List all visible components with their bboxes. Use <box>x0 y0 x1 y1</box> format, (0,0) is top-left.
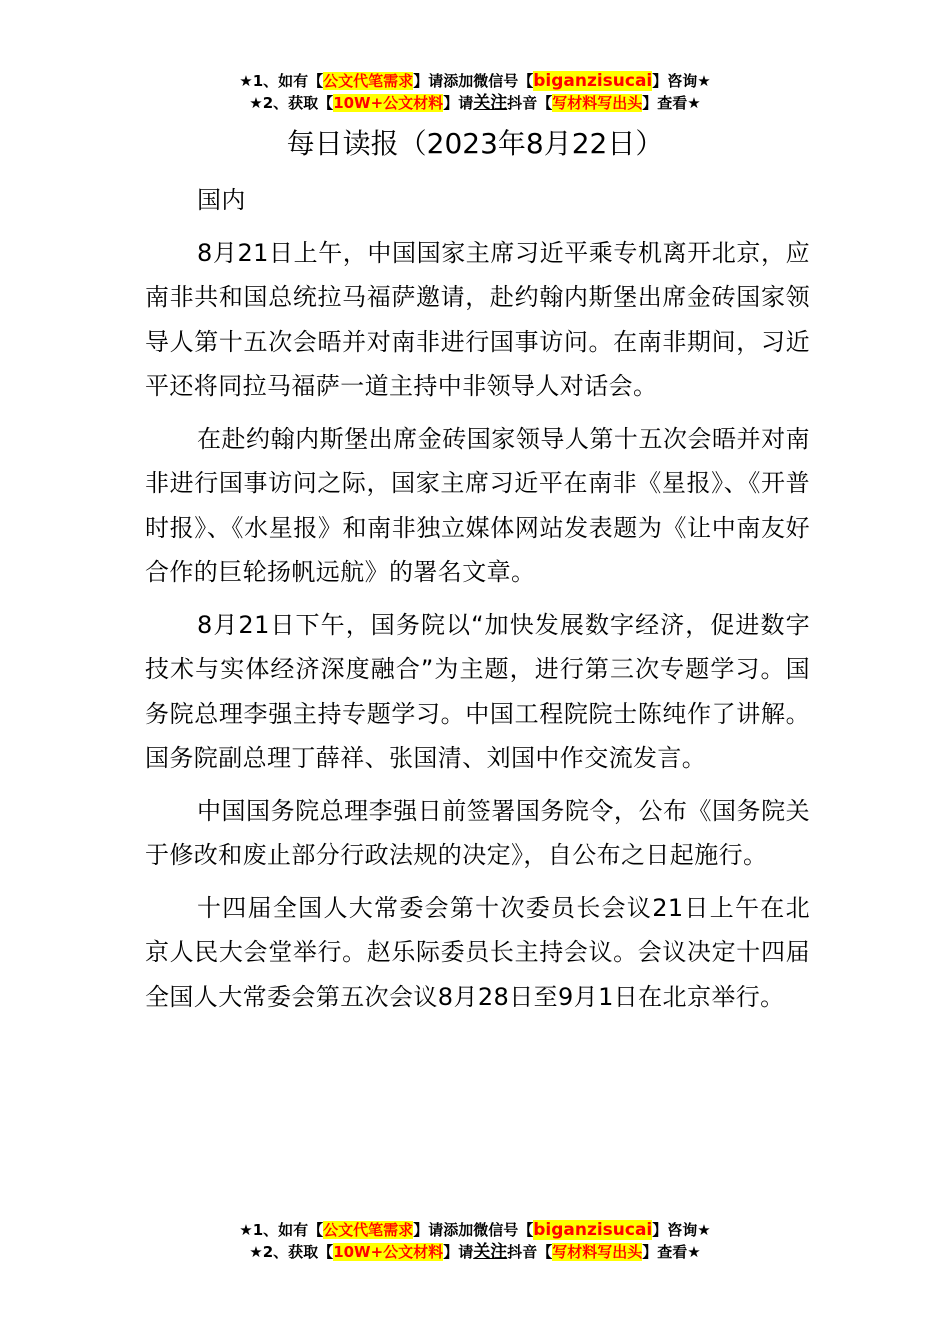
promo-line-1-suffix: 】咨询★ <box>652 72 711 90</box>
promo-line-2-middle-b: 抖音【 <box>507 1243 553 1261</box>
promo-line-1-prefix: ★1、如有【 <box>239 72 324 90</box>
promo-line-1-suffix: 】咨询★ <box>652 1221 711 1239</box>
promo-highlight-service: 公文代笔需求 <box>323 1221 414 1239</box>
promo-line-1 <box>0 1219 950 1241</box>
promo-highlight-materials: 10W+公文材料 <box>333 94 444 112</box>
promo-line-2-prefix: ★2、获取【 <box>249 1243 334 1261</box>
promo-highlight-wechat-id: biganzisucai <box>533 71 653 91</box>
promo-line-2 <box>0 1241 950 1263</box>
promo-highlight-douyin: 写材料写出头 <box>552 1243 643 1261</box>
promo-line-2-middle-a: 】请 <box>443 1243 474 1261</box>
promo-line-1 <box>0 70 950 92</box>
paragraph: 8月21日下午，国务院以“加快发展数字经济，促进数字技术与实体经济深度融合”为主题，进行第三次专题学习。国务院总理李强主持专题学习。中国工程院院士陈纯作了讲解。国务院副总理丁薛祥、张国清、刘国中作交流发言。 <box>145 610 810 772</box>
promo-highlight-service: 公文代笔需求 <box>323 72 414 90</box>
promo-line-1-prefix: ★1、如有【 <box>239 1221 324 1239</box>
bottom-promo-banner <box>0 1219 950 1263</box>
promo-line-1-middle: 】请添加微信号【 <box>413 72 534 90</box>
paragraph: 在赴约翰内斯堡出席金砖国家领导人第十五次会晤并对南非进行国事访问之际，国家主席习近平在南非《星报》、《开普时报》、《水星报》和南非独立媒体网站发表题为《让中南友好合作的巨轮扬帆远航》的署名文章。 <box>145 424 810 586</box>
promo-line-2-suffix: 】查看★ <box>642 94 701 112</box>
promo-line-2-middle-a: 】请 <box>443 94 474 112</box>
section-heading: 国内 <box>197 186 246 214</box>
paragraph: 8月21日上午，中国国家主席习近平乘专机离开北京，应南非共和国总统拉马福萨邀请，赴约翰内斯堡出席金砖国家领导人第十五次会晤并对南非进行国事访问。在南非期间，习近平还将同拉马福萨一道主持中非领导人对话会。 <box>145 238 810 400</box>
paragraph: 十四届全国人大常委会第十次委员长会议21日上午在北京人民大会堂举行。赵乐际委员长主持会议。会议决定十四届全国人大常委会第五次会议8月28日至9月1日在北京举行。 <box>145 893 810 1011</box>
paragraph: 中国国务院总理李强日前签署国务院令，公布《国务院关于修改和废止部分行政法规的决定》，自公布之日起施行。 <box>145 796 810 869</box>
promo-follow-underlined: 关注 <box>473 1242 508 1262</box>
promo-follow-underlined: 关注 <box>473 93 508 113</box>
promo-line-1-middle: 】请添加微信号【 <box>413 1221 534 1239</box>
document-body <box>145 178 810 1019</box>
promo-line-2-middle-b: 抖音【 <box>507 94 553 112</box>
promo-line-2-suffix: 】查看★ <box>642 1243 701 1261</box>
promo-highlight-materials: 10W+公文材料 <box>333 1243 444 1261</box>
document-title: 每日读报（2023年8月22日） <box>286 127 664 160</box>
promo-line-2 <box>0 92 950 114</box>
promo-highlight-douyin: 写材料写出头 <box>552 94 643 112</box>
promo-highlight-wechat-id: biganzisucai <box>533 1220 653 1240</box>
promo-line-2-prefix: ★2、获取【 <box>249 94 334 112</box>
top-promo-banner <box>0 70 950 114</box>
